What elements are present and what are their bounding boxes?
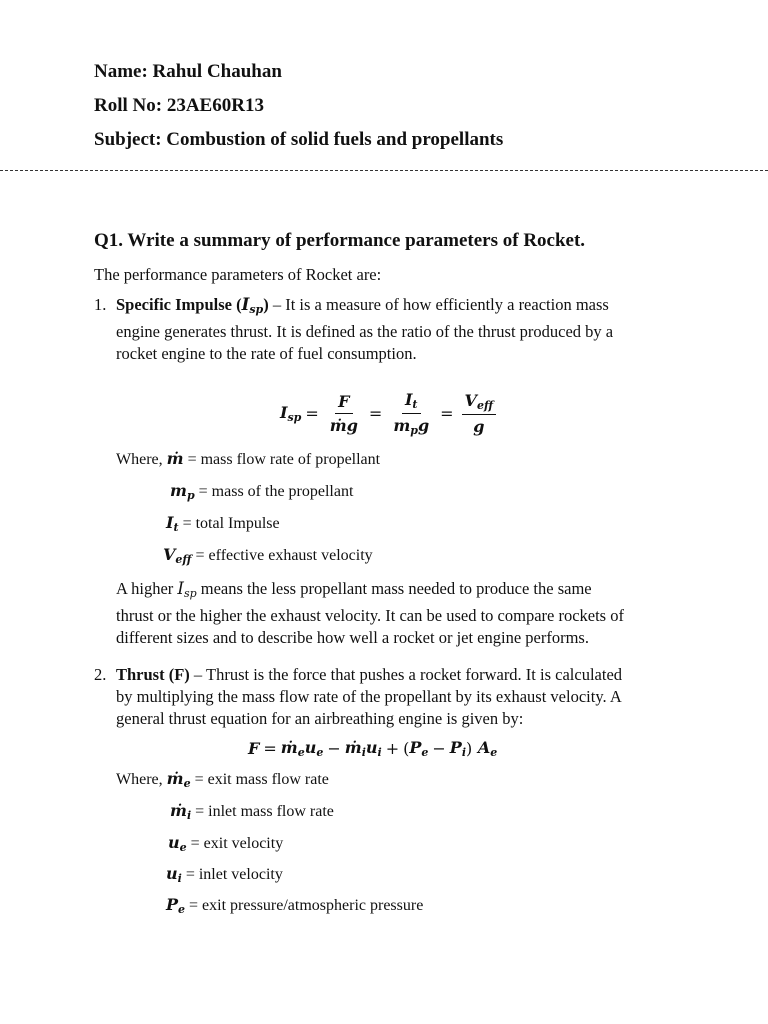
student-name: Name: Rahul Chauhan <box>94 61 282 82</box>
isp-symbol: $(I_{sp})$ <box>236 295 269 316</box>
thrust-formula: F = $ṁ_eu_e$ − $ṁ_iu_i$ + ( $P_e$ − $P_i$ ) $A_e$ <box>248 738 498 759</box>
definition-ui: $u_i$ = inlet velocity <box>166 864 283 885</box>
definition-mi: ṁ$_i$ = inlet mass flow rate <box>170 801 334 822</box>
definition-mdot: Where, ṁ = mass flow rate of propellant <box>116 449 381 468</box>
definition-mp: $m_p$ = mass of the propellant <box>170 481 354 502</box>
definition-me: Where, ṁ$_e$ = exit mass flow rate <box>116 769 329 790</box>
specific-impulse-formula: $I_{sp}$ = $\frac{F}{\text{ṁg}}$ = $\frac{I_t}{m_pg}$ = $\frac{V_{eff}}{g}$ <box>280 390 500 437</box>
question-heading: Q1. Write a summary of performance parameters of Rocket. <box>94 230 586 251</box>
definition-pe: $P_e$ = exit pressure/atmospheric pressure <box>166 895 424 916</box>
item-number: 1. <box>94 295 107 314</box>
item-number: 2. <box>94 665 107 684</box>
subject: Subject: Combustion of solid fuels and propellants <box>94 129 504 150</box>
intro-text: The performance parameters of Rocket are: <box>94 265 382 284</box>
item1-line2: engine generates thrust. It is defined as the ratio of the thrust produced by a <box>116 322 614 341</box>
item1-note: A higher $I_{sp}$ means the less propellant mass needed to produce the same thrust or the higher the exhaust velocity. It can be used to compare rockets of different sizes and to describe how well a rocket or jet engine performs. <box>116 579 624 647</box>
dashed-divider <box>0 170 768 171</box>
definition-ue: $u_e$ = exit velocity <box>168 833 284 854</box>
roll-number: Roll No: 23AE60R13 <box>94 95 264 116</box>
item1-term: Specific Impulse <box>116 295 232 314</box>
definition-it: $I_t$ = total Impulse <box>166 513 280 534</box>
item1-paragraph <box>116 294 676 365</box>
item2-paragraph: Thrust (F) – Thrust is the force that pushes a rocket forward. It is calculated by multiplying the mass flow rate of the propellant by its exhaust velocity. A general thrust equation for an airbreathing engine is given by: <box>116 665 623 728</box>
item1-line1: – It is a measure of how efficiently a reaction mass <box>268 295 609 314</box>
item1-line3: rocket engine to the rate of fuel consumption. <box>116 344 417 363</box>
item2-term: Thrust (F) <box>116 665 190 684</box>
definition-veff: $V_{eff}$ = effective exhaust velocity <box>163 545 373 566</box>
